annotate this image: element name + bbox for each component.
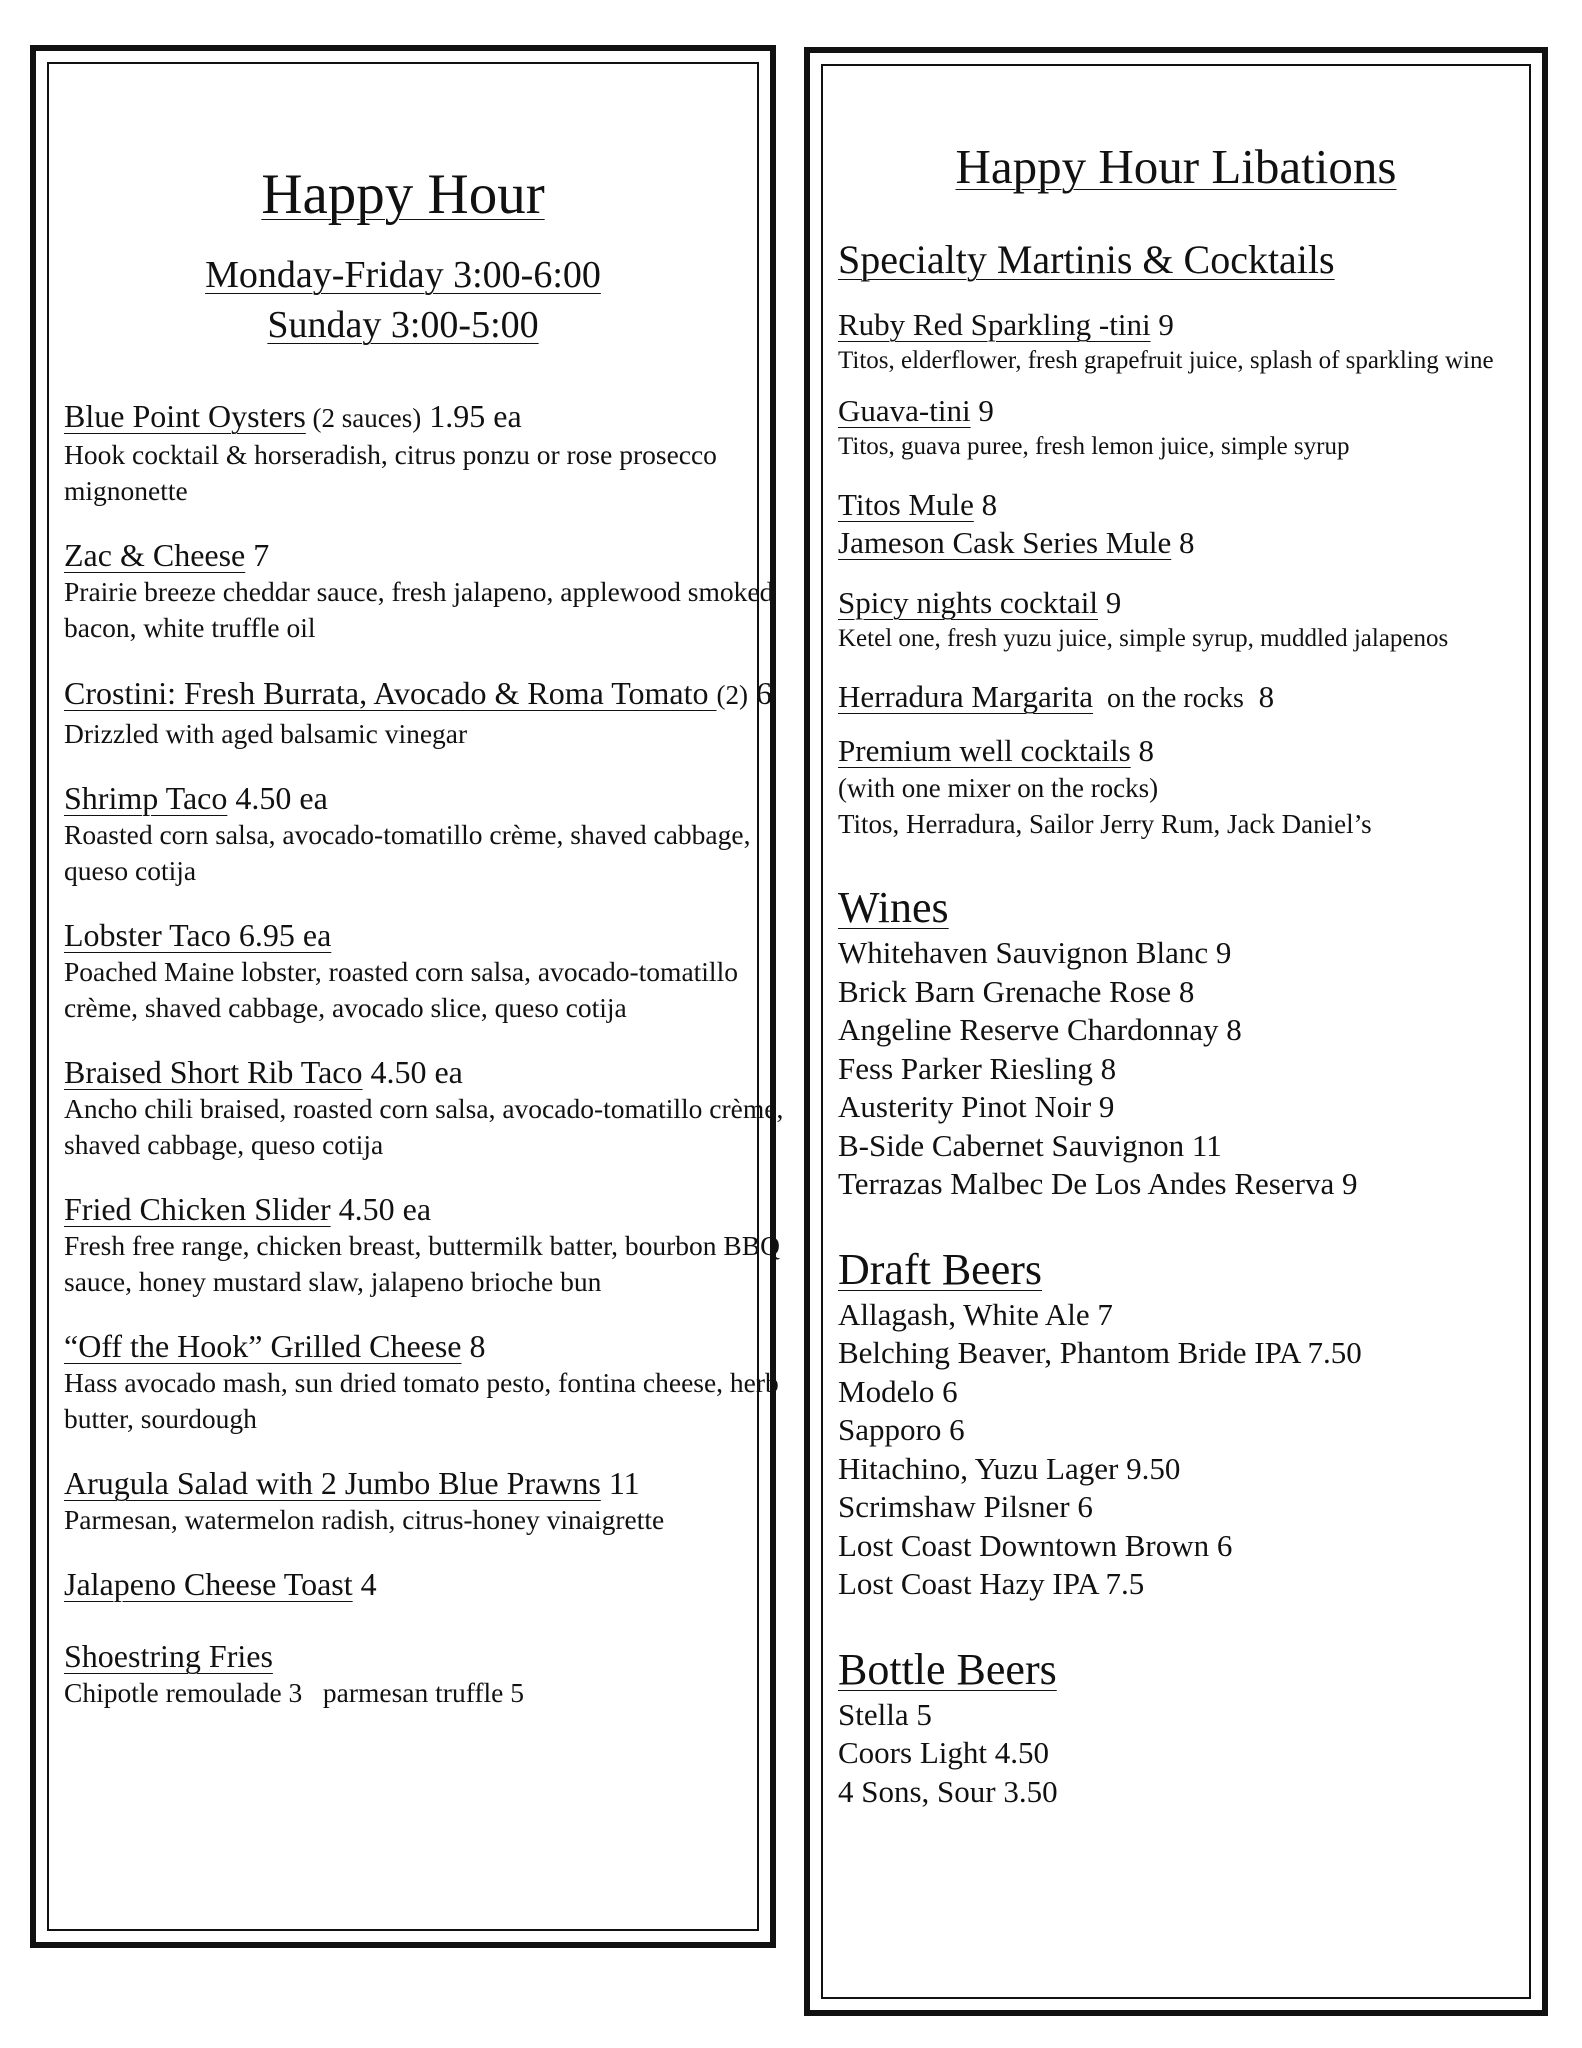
item-description: Fresh free range, chicken breast, buttermilk batter, bourbon BBQ sauce, honey mustard slaw, jalapeno brioche bun: [64, 1230, 780, 1297]
beer-item: Lost Coast Downtown Brown 6: [838, 1527, 1233, 1563]
cocktail-item: [838, 306, 1526, 378]
drink-price: 8: [1130, 733, 1154, 768]
drink-name: Guava-tini: [838, 393, 971, 428]
cocktails-heading: Specialty Martinis & Cocktails: [838, 237, 1335, 282]
wine-item: B-Side Cabernet Sauvignon 11: [838, 1127, 1222, 1163]
beer-item: Lost Coast Hazy IPA 7.5: [838, 1566, 1145, 1601]
beer-item: 4 Sons, Sour 3.50: [838, 1773, 1058, 1809]
cocktail-item: [838, 524, 1526, 562]
item-price: 4.50 ea: [362, 1054, 463, 1090]
menu-item: [64, 1565, 784, 1603]
draft-beers-heading: Draft Beers: [838, 1244, 1043, 1294]
item-name: “Off the Hook” Grilled Cheese: [64, 1328, 462, 1364]
menu-item: [64, 1327, 784, 1437]
food-menu-title: Happy Hour: [261, 163, 545, 226]
item-name: Jalapeno Cheese Toast: [64, 1566, 353, 1602]
item-name: Shoestring Fries: [64, 1638, 273, 1674]
food-menu-panel: [30, 45, 784, 1948]
food-item-list: [64, 397, 784, 1738]
menu-item: [64, 1053, 784, 1163]
item-description: Parmesan, watermelon radish, citrus-honey vinaigrette: [64, 1504, 665, 1535]
drinks-list: [838, 236, 1526, 1811]
cocktail-item: [838, 732, 1526, 842]
item-description: Chipotle remoulade 3 parmesan truffle 5: [64, 1677, 524, 1708]
drink-description: Titos, guava puree, fresh lemon juice, simple syrup: [838, 433, 1350, 460]
beer-item: Belching Beaver, Phantom Bride IPA 7.50: [838, 1335, 1362, 1370]
item-name: Braised Short Rib Taco: [64, 1054, 363, 1090]
menu-item: [64, 397, 784, 509]
happy-hour-times: [49, 250, 757, 350]
drink-note: on the rocks: [1093, 683, 1251, 714]
item-price: 6: [747, 675, 772, 711]
menu-item: [64, 1637, 784, 1711]
item-note: (2 sauces): [305, 403, 422, 433]
menu-item: [64, 779, 784, 889]
drink-price: 8: [973, 487, 998, 522]
drink-description: (with one mixer on the rocks): [838, 773, 1159, 803]
drink-name: Jameson Cask Series Mule: [838, 525, 1172, 560]
item-description: Prairie breeze cheddar sauce, fresh jalapeno, applewood smoked bacon, white truffle oil: [64, 576, 774, 643]
cocktail-item: [838, 678, 1526, 718]
item-price: 8: [461, 1328, 486, 1364]
panel-frame: [810, 53, 1542, 2010]
item-description: Hook cocktail & horseradish, citrus ponzu or rose prosecco mignonette: [64, 439, 717, 506]
item-price: 4: [352, 1566, 377, 1602]
menu-item: [64, 1464, 784, 1538]
item-name: Fried Chicken Slider: [64, 1191, 331, 1227]
item-description: Hass avocado mash, sun dried tomato pesto, fontina cheese, herb butter, sourdough: [64, 1367, 779, 1434]
item-name: Zac & Cheese: [64, 537, 246, 573]
drink-name: Titos Mule: [838, 487, 974, 522]
cocktail-item: [838, 584, 1526, 656]
drink-price: 9: [1150, 307, 1174, 342]
item-price: 7: [245, 537, 270, 573]
drink-name: Premium well cocktails: [838, 733, 1131, 768]
item-description: Ancho chili braised, roasted corn salsa, avocado-tomatillo crème, shaved cabbage, queso cotija: [64, 1093, 784, 1160]
item-note: (2): [716, 680, 748, 710]
item-name: Shrimp Taco: [64, 780, 228, 816]
beer-item: Allagash, White Ale 7: [838, 1296, 1113, 1332]
sunday-hours: Sunday 3:00-5:00: [267, 304, 539, 346]
beer-item: Coors Light 4.50: [838, 1735, 1049, 1770]
drink-description: Ketel one, fresh yuzu juice, simple syrup, muddled jalapenos: [838, 625, 1449, 652]
beer-item: Modelo 6: [838, 1373, 958, 1409]
drinks-menu-content: [821, 64, 1531, 1999]
menu-item: [64, 1190, 784, 1300]
wine-item: Terrazas Malbec De Los Andes Reserva 9: [838, 1166, 1358, 1201]
drink-description: Titos, elderflower, fresh grapefruit juice, splash of sparkling wine: [838, 347, 1494, 374]
item-price: 4.50 ea: [330, 1191, 432, 1227]
drink-name: Ruby Red Sparkling -tini: [838, 307, 1151, 342]
drink-price: 9: [970, 393, 994, 428]
bottle-beers-heading: Bottle Beers: [838, 1644, 1057, 1694]
weekday-hours: Monday-Friday 3:00-6:00: [205, 254, 601, 296]
cocktail-item: [838, 392, 1526, 464]
draft-beer-list: [838, 1296, 1526, 1604]
wine-item: Fess Parker Riesling 8: [838, 1050, 1117, 1086]
drink-name: Herradura Margarita: [838, 679, 1094, 714]
item-price: 4.50 ea: [227, 780, 328, 816]
item-name: Arugula Salad with 2 Jumbo Blue Prawns: [64, 1465, 601, 1501]
panel-frame: [36, 51, 784, 1942]
item-name: Blue Point Oysters: [64, 398, 306, 434]
wine-item: Whitehaven Sauvignon Blanc 9: [838, 935, 1232, 970]
menu-item: [64, 916, 784, 1026]
drink-price: 9: [1098, 585, 1122, 620]
drinks-menu-title: Happy Hour Libations: [955, 139, 1397, 194]
item-description: Roasted corn salsa, avocado-tomatillo crème, shaved cabbage, queso cotija: [64, 819, 751, 886]
drinks-menu-panel: [804, 47, 1548, 2016]
drink-description: Titos, Herradura, Sailor Jerry Rum, Jack Daniel’s: [838, 809, 1372, 839]
menu-item: [64, 673, 784, 752]
drink-price: 8: [1250, 679, 1275, 714]
wine-item: Brick Barn Grenache Rose 8: [838, 973, 1195, 1009]
item-price: 1.95 ea: [421, 398, 522, 434]
menu-item: [64, 536, 784, 646]
wines-heading: Wines: [838, 883, 949, 932]
item-description: Poached Maine lobster, roasted corn salsa, avocado-tomatillo crème, shaved cabbage, avocado slice, queso cotija: [64, 956, 738, 1023]
wine-item: Angeline Reserve Chardonnay 8: [838, 1012, 1242, 1047]
wine-list: [838, 934, 1526, 1204]
beer-item: Stella 5: [838, 1696, 932, 1732]
wine-item: Austerity Pinot Noir 9: [838, 1089, 1115, 1124]
drink-price: 8: [1171, 525, 1195, 560]
item-description: Drizzled with aged balsamic vinegar: [64, 718, 468, 749]
item-name: Crostini: Fresh Burrata, Avocado & Roma Tomato: [64, 675, 717, 711]
beer-item: Scrimshaw Pilsner 6: [838, 1489, 1093, 1524]
beer-item: Hitachino, Yuzu Lager 9.50: [838, 1450, 1181, 1486]
item-name: Lobster Taco 6.95 ea: [64, 917, 332, 953]
food-menu-content: [47, 62, 784, 1931]
item-price: 11: [600, 1465, 640, 1501]
drink-name: Spicy nights cocktail: [838, 585, 1099, 620]
bottle-beer-list: [838, 1696, 1526, 1812]
beer-item: Sapporo 6: [838, 1412, 965, 1447]
cocktail-item: [838, 486, 1526, 524]
